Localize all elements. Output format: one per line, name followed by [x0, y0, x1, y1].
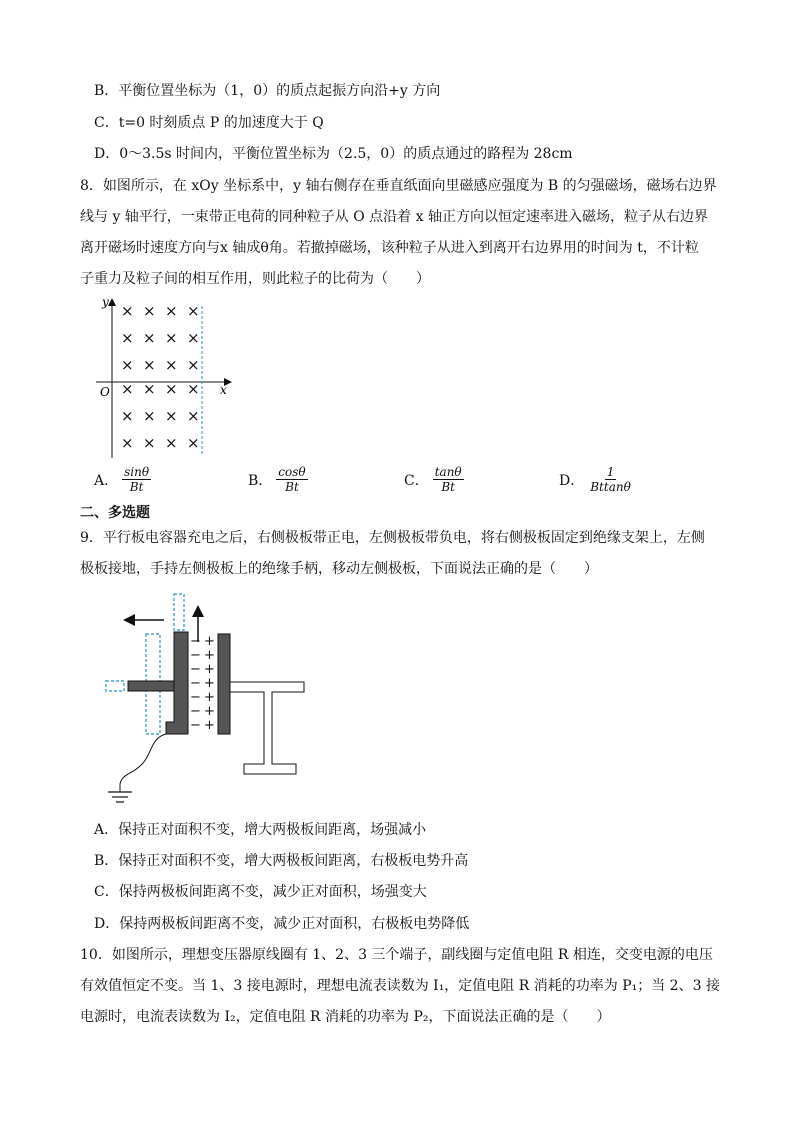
positive-charge: + [204, 634, 215, 649]
option-fraction [588, 465, 633, 494]
q8-option-a [94, 465, 151, 494]
q8-magnetic-field-figure [90, 294, 240, 460]
ground-wire [120, 734, 166, 792]
q9-option-d: D．保持两极板间距离不变，减少正对面积，右极板电势降低 [94, 916, 470, 932]
fraction-numerator: tanθ [434, 465, 462, 479]
fraction-numerator: cosθ [278, 465, 306, 479]
fraction-numerator: 1 [606, 465, 615, 479]
field-cross-symbol: × [165, 302, 178, 320]
field-cross-symbol: × [187, 302, 200, 320]
option-fraction [276, 465, 307, 494]
q10-stem-line1: 10．如图所示，理想变压器原线圈有 1、2、3 三个端子，副线圈与定值电阻 R 相连，交变电源的电压 [80, 947, 713, 963]
q9-stem-line1: 9．平行板电容器充电之后，右侧极板带正电，左侧极板带负电，将右侧极板固定到绝缘支架上，左侧 [80, 530, 705, 546]
x-axis-label: x [220, 383, 227, 397]
q8-option-b [248, 465, 308, 494]
option-label: C． [404, 472, 429, 489]
origin-label: O [100, 385, 110, 399]
fraction-denominator: Bttanθ [590, 480, 631, 494]
dashed-handle-position [106, 681, 124, 691]
field-cross-symbol: × [165, 407, 178, 425]
q10-stem-line3: 电源时，电流表读数为 I₂，定值电阻 R 消耗的功率为 P₂，下面说法正确的是（ ） [80, 1009, 611, 1025]
field-cross-symbol: × [121, 407, 134, 425]
q9-option-a: A．保持正对面积不变，增大两极板间距离，场强减小 [94, 822, 427, 838]
field-cross-symbol: × [143, 407, 156, 425]
negative-charge: − [190, 704, 201, 719]
option-label: D． [559, 472, 585, 489]
field-cross-symbol: × [187, 434, 200, 452]
field-cross-symbol: × [143, 434, 156, 452]
field-cross-symbol: × [187, 329, 200, 347]
dashed-plate-up-position [174, 594, 184, 630]
field-cross-symbol: × [165, 356, 178, 374]
positive-charge: + [204, 718, 215, 733]
field-cross-symbol: × [121, 302, 134, 320]
q8-option-d [559, 465, 633, 494]
option-label: B． [248, 472, 273, 489]
right-plate [218, 634, 230, 734]
field-cross-symbol: × [121, 356, 134, 374]
negative-charge: − [190, 648, 201, 663]
positive-charge: + [204, 676, 215, 691]
q8-stem-line4: 子重力及粒子间的相互作用，则此粒子的比荷为（ ） [80, 271, 430, 287]
positive-charge: + [204, 690, 215, 705]
negative-charge: − [190, 634, 201, 649]
fraction-denominator: Bt [285, 480, 299, 494]
y-axis-label: y [102, 295, 109, 309]
field-cross-symbol: × [187, 380, 200, 398]
fraction-denominator: Bt [441, 480, 455, 494]
field-cross-symbol: × [187, 407, 200, 425]
field-cross-symbol: × [165, 380, 178, 398]
positive-charge: + [204, 648, 215, 663]
field-cross-symbol: × [143, 356, 156, 374]
q9-capacitor-figure [100, 588, 315, 810]
field-cross-symbol: × [143, 329, 156, 347]
q7-option-c: C．t=0 时刻质点 P 的加速度大于 Q [94, 115, 324, 131]
negative-charge: − [190, 718, 201, 733]
q7-option-d: D．0～3.5s 时间内，平衡位置坐标为（2.5，0）的质点通过的路程为 28cm [94, 146, 573, 162]
q9-option-c: C．保持两极板间距离不变，减少正对面积，场强变大 [94, 884, 427, 900]
q10-stem-line2: 有效值恒定不变。当 1、3 接电源时，理想电流表读数为 I₁，定值电阻 R 消耗的功率为 P₁；当 2、3 接 [80, 978, 720, 994]
q8-stem-line2: 线与 y 轴平行，一束带正电荷的同种粒子从 O 点沿着 x 轴正方向以恒定速率进入磁场，粒子从右边界 [80, 209, 708, 225]
negative-charge: − [190, 690, 201, 705]
negative-charge: − [190, 662, 201, 677]
q9-option-b: B．保持正对面积不变，增大两极板间距离，右极板电势升高 [94, 853, 469, 869]
left-plate-handle [128, 681, 178, 691]
section-heading-multiple-choice: 二、多选题 [80, 505, 150, 521]
option-fraction [122, 465, 151, 494]
field-cross-symbol: × [143, 302, 156, 320]
positive-charge: + [204, 662, 215, 677]
q8-option-c [404, 465, 464, 494]
negative-charge: − [190, 676, 201, 691]
field-cross-symbol: × [187, 356, 200, 374]
field-cross-symbol: × [165, 434, 178, 452]
q7-option-b: B．平衡位置坐标为（1，0）的质点起振方向沿+y 方向 [94, 83, 441, 99]
field-cross-symbol: × [121, 434, 134, 452]
fraction-denominator: Bt [129, 480, 144, 494]
field-cross-symbol: × [121, 380, 134, 398]
field-cross-symbol: × [143, 380, 156, 398]
insulating-stand [230, 682, 304, 774]
option-label: A． [94, 472, 119, 489]
field-cross-symbol: × [165, 329, 178, 347]
field-cross-symbol: × [121, 329, 134, 347]
q9-stem-line2: 极板接地，手持左侧极板上的绝缘手柄，移动左侧极板，下面说法正确的是（ ） [80, 561, 598, 577]
fraction-numerator: sinθ [124, 465, 150, 479]
q8-stem-line3: 离开磁场时速度方向与x 轴成θ角。若撤掉磁场，该种粒子从进入到离开右边界用的时间为 t，不计粒 [80, 240, 699, 256]
option-fraction [433, 465, 464, 494]
positive-charge: + [204, 704, 215, 719]
q8-stem-line1: 8．如图所示，在 xOy 坐标系中，y 轴右侧存在垂直纸面向里磁感应强度为 B 的匀强磁场，磁场右边界 [80, 178, 717, 194]
